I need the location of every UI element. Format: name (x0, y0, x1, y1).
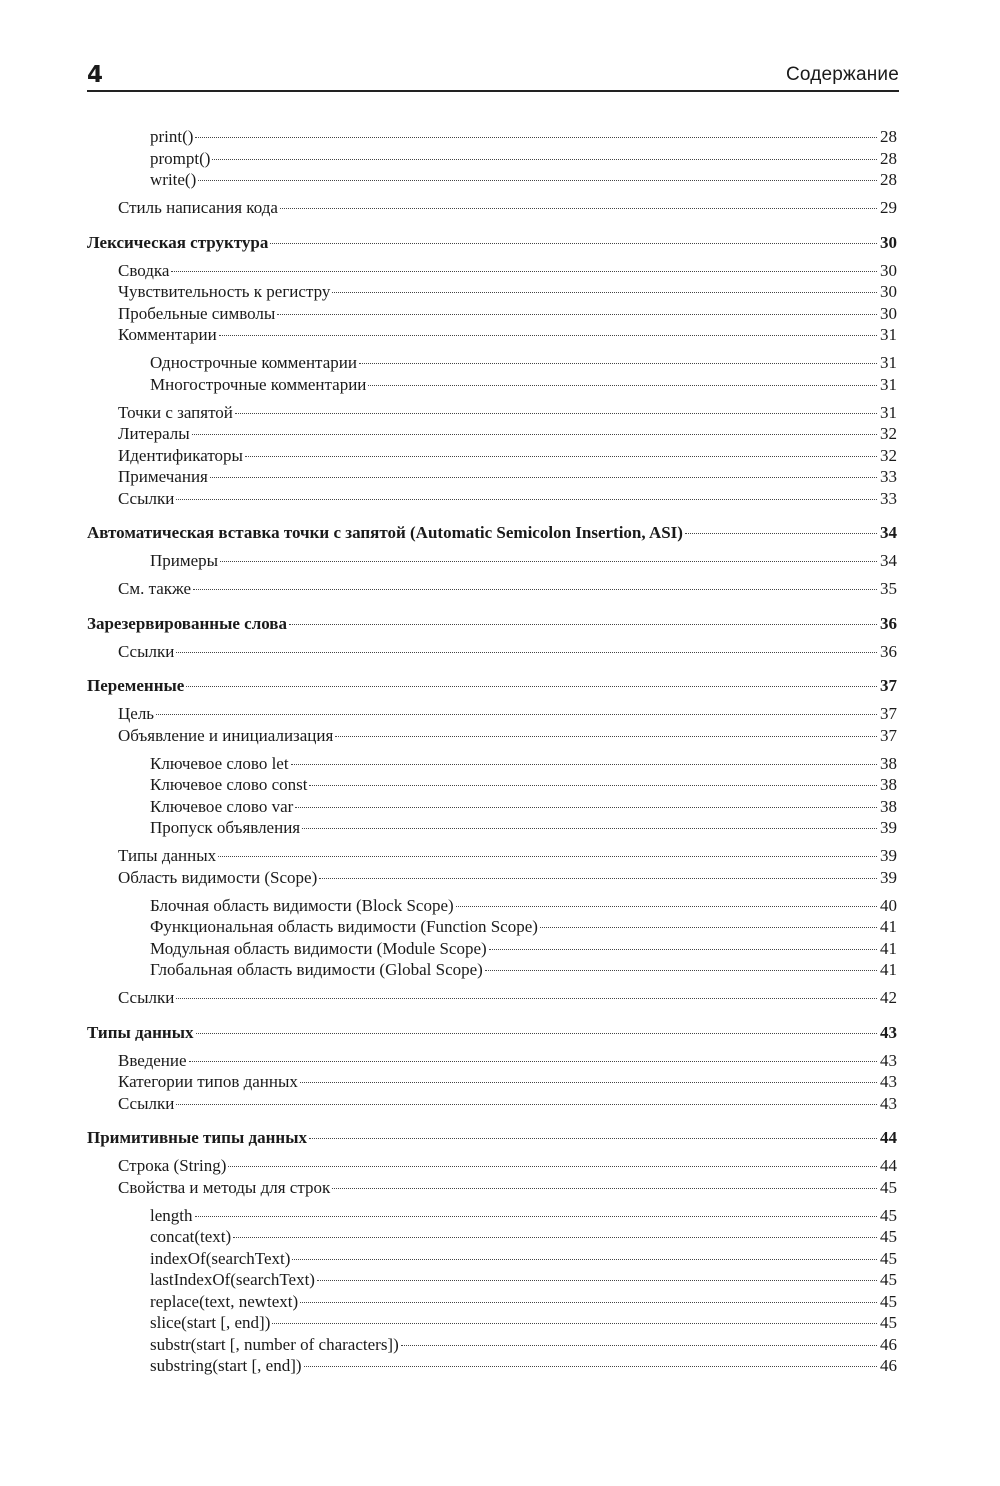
toc-entry[interactable] (87, 578, 897, 600)
dot-leader (196, 1033, 878, 1034)
toc-group (87, 703, 897, 746)
toc-entry-title: Область видимости (Scope) (118, 867, 318, 887)
toc-entry-page: 28 (880, 170, 897, 189)
toc-entry-page: 28 (880, 127, 897, 146)
dot-leader (233, 1237, 877, 1238)
toc-entry-page: 46 (880, 1334, 897, 1354)
dot-leader (489, 949, 877, 950)
toc-entry[interactable] (87, 1312, 897, 1334)
dot-leader (176, 499, 877, 500)
dot-leader (540, 927, 877, 928)
running-title: Содержание (785, 64, 899, 85)
toc-entry-page: 30 (880, 260, 897, 280)
toc-entry-page: 31 (880, 325, 897, 344)
dot-leader (198, 180, 877, 181)
toc-entry[interactable] (87, 488, 897, 510)
toc-entry-page: 42 (880, 988, 897, 1007)
toc-entry[interactable] (87, 1177, 897, 1199)
toc-entry-title: Ключевое слово var (150, 796, 294, 816)
dot-leader (195, 1216, 878, 1217)
toc-entry-title: Ссылки (118, 488, 175, 508)
toc-entry-page: 45 (880, 1313, 897, 1332)
toc-entry-title: lastIndexOf(searchText) (150, 1270, 315, 1289)
toc-chapter (87, 232, 897, 254)
toc-entry-title: print() (150, 127, 194, 146)
toc-entry-page: 30 (880, 232, 897, 252)
toc-entry-title: Модульная область видимости (Module Scope) (150, 938, 487, 958)
toc-entry[interactable] (87, 126, 897, 148)
toc-entry[interactable] (87, 260, 897, 282)
table-of-contents (87, 126, 897, 1377)
dot-leader (280, 208, 877, 209)
toc-entry[interactable] (87, 1093, 897, 1115)
toc-entry-title: Свойства и методы для строк (118, 1177, 331, 1197)
toc-entry-title: Ключевое слово const (150, 775, 308, 794)
toc-entry[interactable] (87, 753, 897, 775)
toc-chapter-entry[interactable] (87, 1022, 897, 1044)
dot-leader (245, 456, 877, 457)
toc-entry-page: 45 (880, 1227, 897, 1246)
dot-leader (272, 1323, 877, 1324)
toc-entry[interactable] (87, 1050, 897, 1072)
dot-leader (456, 906, 877, 907)
toc-entry-title: Литералы (118, 424, 190, 443)
toc-entry-page: 38 (880, 796, 897, 816)
toc-entry-page: 36 (880, 641, 897, 661)
page-header (87, 60, 899, 92)
toc-chapter (87, 613, 897, 635)
toc-entry-title: Примечания (118, 467, 208, 486)
dot-leader (176, 998, 877, 999)
dot-leader (289, 624, 877, 625)
dot-leader (335, 736, 877, 737)
toc-entry-title: Строка (String) (118, 1156, 227, 1175)
toc-entry[interactable] (87, 725, 897, 747)
toc-entry-page: 32 (880, 424, 897, 443)
toc-chapter-entry[interactable] (87, 675, 897, 697)
toc-entry-page: 39 (880, 867, 897, 887)
toc-entry-title: concat(text) (150, 1227, 232, 1246)
toc-group (87, 197, 897, 219)
toc-entry[interactable] (87, 1071, 897, 1093)
toc-entry[interactable] (87, 466, 897, 488)
toc-chapter-entry[interactable] (87, 232, 897, 254)
toc-entry-title: Введение (118, 1050, 187, 1070)
toc-entry[interactable] (87, 817, 897, 839)
toc-entry-title: Пробельные символы (118, 303, 276, 323)
toc-entry-page: 43 (880, 1093, 897, 1113)
toc-chapter (87, 1022, 897, 1044)
toc-entry[interactable] (87, 938, 897, 960)
toc-entry[interactable] (87, 374, 897, 396)
toc-group (87, 578, 897, 600)
toc-entry-title: Зарезервированные слова (87, 613, 287, 633)
toc-entry-title: См. также (118, 579, 192, 598)
toc-chapter (87, 522, 897, 544)
toc-entry-title: Переменные (87, 676, 185, 695)
toc-entry-title: Комментарии (118, 325, 217, 344)
toc-entry-title: prompt() (150, 148, 211, 168)
toc-entry-title: Идентификаторы (118, 445, 243, 465)
toc-entry-title: Цель (118, 704, 155, 723)
toc-entry-title: Ключевое слово let (150, 753, 289, 773)
toc-entry[interactable] (87, 197, 897, 219)
dot-leader (309, 785, 877, 786)
toc-entry-page: 36 (880, 613, 897, 633)
dot-leader (156, 714, 877, 715)
dot-leader (219, 335, 877, 336)
dot-leader (295, 807, 877, 808)
toc-entry-page: 33 (880, 488, 897, 508)
toc-entry-page: 31 (880, 374, 897, 394)
dot-leader (309, 1138, 877, 1139)
toc-entry-page: 41 (880, 917, 897, 936)
toc-entry-page: 28 (880, 148, 897, 168)
toc-entry-title: substring(start [, end]) (150, 1356, 302, 1375)
toc-entry-page: 31 (880, 402, 897, 422)
toc-entry[interactable] (87, 1226, 897, 1248)
toc-entry[interactable] (87, 1269, 897, 1291)
toc-entry-title: Объявление и инициализация (118, 725, 334, 745)
toc-entry[interactable] (87, 1334, 897, 1356)
toc-entry[interactable] (87, 796, 897, 818)
toc-entry-title: slice(start [, end]) (150, 1313, 271, 1332)
dot-leader (176, 652, 877, 653)
dot-leader (304, 1366, 877, 1367)
toc-entry-page: 45 (880, 1270, 897, 1289)
toc-entry[interactable] (87, 1291, 897, 1313)
dot-leader (212, 159, 877, 160)
toc-entry-title: write() (150, 170, 197, 189)
toc-entry[interactable] (87, 845, 897, 867)
toc-entry-page: 41 (880, 960, 897, 979)
dot-leader (192, 434, 877, 435)
toc-entry[interactable] (87, 774, 897, 796)
toc-entry-title: Однострочные комментарии (150, 353, 357, 372)
toc-entry-title: Ссылки (118, 1093, 175, 1113)
toc-entry-page: 37 (880, 725, 897, 745)
dot-leader (210, 477, 877, 478)
toc-group (87, 641, 897, 663)
toc-entry-page: 41 (880, 938, 897, 958)
dot-leader (332, 1188, 877, 1189)
toc-entry[interactable] (87, 148, 897, 170)
toc-entry-title: length (150, 1205, 193, 1225)
toc-entry-page: 45 (880, 1291, 897, 1311)
dot-leader (193, 589, 877, 590)
toc-entry-title: Ссылки (118, 641, 175, 661)
dot-leader (186, 686, 877, 687)
dot-leader (685, 533, 877, 534)
dot-leader (319, 878, 877, 879)
toc-entry-page: 45 (880, 1205, 897, 1225)
toc-entry-page: 45 (880, 1248, 897, 1268)
toc-entry[interactable] (87, 352, 897, 374)
toc-entry-title: Лексическая структура (87, 232, 269, 252)
toc-group (87, 402, 897, 510)
toc-entry-title: Категории типов данных (118, 1072, 298, 1091)
toc-group (87, 352, 897, 395)
toc-group (87, 987, 897, 1009)
toc-entry-title: Сводка (118, 260, 170, 280)
toc-entry-title: substr(start [, number of characters]) (150, 1334, 399, 1354)
toc-group (87, 753, 897, 839)
dot-leader (220, 561, 877, 562)
dot-leader (195, 137, 877, 138)
dot-leader (368, 385, 877, 386)
dot-leader (332, 292, 877, 293)
toc-entry-page: 39 (880, 846, 897, 865)
toc-entry[interactable] (87, 423, 897, 445)
toc-chapter-entry[interactable] (87, 522, 897, 544)
dot-leader (300, 1302, 877, 1303)
toc-entry[interactable] (87, 445, 897, 467)
toc-entry-title: Типы данных (87, 1022, 194, 1042)
toc-entry[interactable] (87, 1205, 897, 1227)
toc-entry-title: Функциональная область видимости (Function Scope) (150, 917, 538, 936)
toc-entry[interactable] (87, 1355, 897, 1377)
toc-entry-title: Типы данных (118, 846, 217, 865)
toc-entry-page: 33 (880, 467, 897, 486)
dot-leader (302, 828, 877, 829)
toc-entry-title: Блочная область видимости (Block Scope) (150, 895, 454, 915)
toc-chapter (87, 675, 897, 697)
toc-entry-page: 38 (880, 775, 897, 794)
dot-leader (171, 271, 877, 272)
dot-leader (401, 1345, 877, 1346)
toc-entry[interactable] (87, 987, 897, 1009)
dot-leader (359, 363, 877, 364)
toc-entry-page: 34 (880, 551, 897, 570)
toc-entry-title: Примеры (150, 551, 219, 570)
toc-entry-page: 29 (880, 198, 897, 217)
toc-entry[interactable] (87, 402, 897, 424)
toc-entry-page: 32 (880, 445, 897, 465)
toc-entry[interactable] (87, 703, 897, 725)
dot-leader (485, 970, 877, 971)
toc-entry-page: 44 (880, 1128, 897, 1147)
toc-entry-title: Автоматическая вставка точки с запятой (Automatic Semicolon Insertion, ASI) (87, 523, 683, 542)
toc-entry-page: 45 (880, 1177, 897, 1197)
toc-group (87, 260, 897, 346)
page-number: 4 (87, 62, 104, 88)
toc-group (87, 1050, 897, 1115)
toc-chapter-entry[interactable] (87, 613, 897, 635)
toc-entry-title: Ссылки (118, 988, 175, 1007)
toc-group (87, 895, 897, 981)
toc-group (87, 1205, 897, 1377)
toc-entry-page: 34 (880, 523, 897, 542)
dot-leader (277, 314, 877, 315)
toc-entry[interactable] (87, 281, 897, 303)
toc-entry-page: 39 (880, 818, 897, 837)
toc-group (87, 1155, 897, 1198)
dot-leader (292, 1259, 877, 1260)
toc-entry[interactable] (87, 867, 897, 889)
toc-chapter (87, 1127, 897, 1149)
toc-entry[interactable] (87, 1248, 897, 1270)
toc-entry-page: 43 (880, 1050, 897, 1070)
toc-entry[interactable] (87, 641, 897, 663)
toc-entry-title: Многострочные комментарии (150, 374, 367, 394)
toc-entry-page: 38 (880, 753, 897, 773)
toc-chapter-entry[interactable] (87, 1127, 897, 1149)
toc-entry[interactable] (87, 169, 897, 191)
dot-leader (218, 856, 877, 857)
toc-entry-page: 43 (880, 1072, 897, 1091)
toc-entry-page: 31 (880, 353, 897, 372)
toc-entry-page: 40 (880, 895, 897, 915)
toc-entry-page: 46 (880, 1356, 897, 1375)
toc-entry[interactable] (87, 895, 897, 917)
toc-entry[interactable] (87, 303, 897, 325)
toc-entry-page: 43 (880, 1022, 897, 1042)
toc-entry-title: Чувствительность к регистру (118, 282, 331, 301)
toc-entry-title: Примитивные типы данных (87, 1128, 307, 1147)
toc-entry[interactable] (87, 959, 897, 981)
toc-entry-title: Глобальная область видимости (Global Scope) (150, 960, 483, 979)
dot-leader (300, 1082, 877, 1083)
toc-entry[interactable] (87, 324, 897, 346)
dot-leader (235, 413, 877, 414)
toc-entry[interactable] (87, 550, 897, 572)
toc-entry-title: Стиль написания кода (118, 198, 278, 217)
toc-entry[interactable] (87, 1155, 897, 1177)
toc-entry-title: Пропуск объявления (150, 818, 301, 837)
toc-entry-title: indexOf(searchText) (150, 1248, 291, 1268)
toc-entry-page: 37 (880, 676, 897, 695)
dot-leader (291, 764, 877, 765)
dot-leader (176, 1104, 877, 1105)
dot-leader (317, 1280, 877, 1281)
dot-leader (228, 1166, 877, 1167)
dot-leader (189, 1061, 877, 1062)
dot-leader (270, 243, 877, 244)
toc-entry-title: Точки с запятой (118, 402, 233, 422)
toc-entry-page: 37 (880, 704, 897, 723)
toc-entry-page: 35 (880, 579, 897, 598)
toc-entry-page: 30 (880, 303, 897, 323)
toc-entry-title: replace(text, newtext) (150, 1291, 299, 1311)
toc-entry-page: 44 (880, 1156, 897, 1175)
toc-group (87, 550, 897, 572)
toc-entry[interactable] (87, 916, 897, 938)
toc-entry-page: 30 (880, 282, 897, 301)
toc-group (87, 126, 897, 191)
toc-group (87, 845, 897, 888)
